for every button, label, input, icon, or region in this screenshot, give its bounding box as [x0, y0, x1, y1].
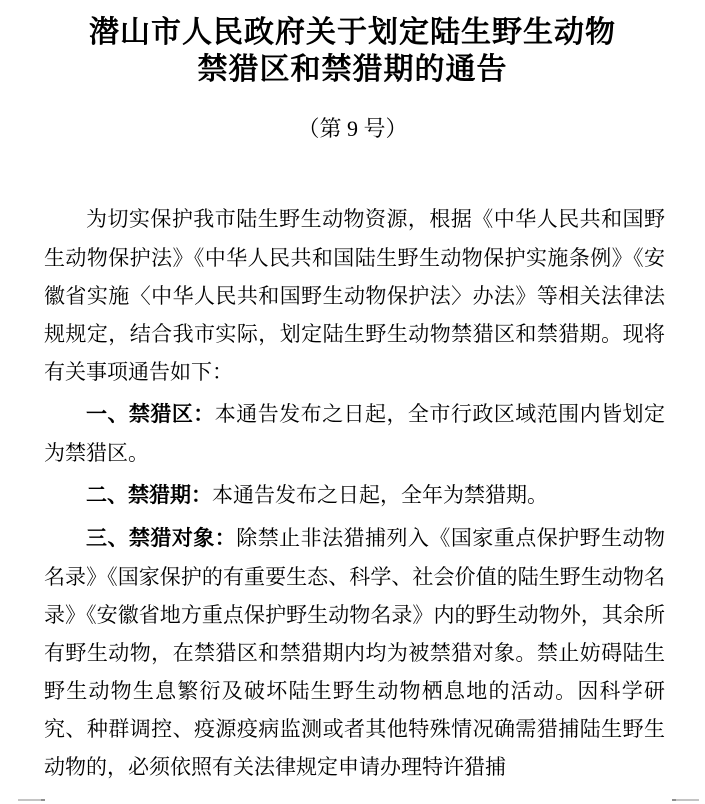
paragraph-section-2-text: 本通告发布之日起，全年为禁猎期。: [212, 483, 548, 507]
paragraph-section-3-lead: 三、禁猎对象：: [86, 527, 237, 550]
paragraph-section-2-lead: 二、禁猎期：: [86, 484, 212, 507]
paragraph-section-1-lead: 一、禁猎区：: [86, 403, 215, 426]
paragraph-section-1-hunting-ban-area: [44, 395, 665, 472]
page-edge-mark-left-tip: [41, 799, 45, 801]
document-title: [0, 0, 705, 88]
page-edge-mark-right-tip: [672, 799, 676, 801]
page-edge-mark-left: [18, 799, 45, 801]
document-title-line2: 禁猎区和禁猎期的通告: [197, 53, 508, 86]
issue-number: （第 9 号）: [297, 116, 408, 141]
paragraph-section-1-text: 本通告发布之日起，全市行政区域范围内皆划定为禁猎区。: [44, 402, 666, 465]
page-edge-mark-right: [672, 799, 699, 801]
paragraph-section-3-hunting-ban-targets: [44, 519, 665, 786]
document-title-line1: 潜山市人民政府关于划定陆生野生动物: [89, 16, 616, 49]
paragraph-intro-text: 为切实保护我市陆生野生动物资源，根据《中华人民共和国野生动物保护法》《中华人民共和国陆生野生动物保护实施条例》《安徽省实施〈中华人民共和国野生动物保护法〉办法》等相关法律法规规定，结合我市实际，划定陆生野生动物禁猎区和禁猎期。现将有关事项通告如下：: [44, 207, 665, 384]
paragraph-section-2-hunting-ban-period: [44, 476, 665, 515]
paragraph-section-3-text: 除禁止非法猎捕列入《国家重点保护野生动物名录》《国家保护的有重要生态、科学、社会价值的陆生野生动物名录》《安徽省地方重点保护野生动物名录》内的野生动物外，其余所有野生动物，在禁猎区和禁猎期内均为被禁猎对象。禁止妨碍陆生野生动物生息繁衍及破坏陆生野生动物栖息地的活动。因科学研究、种群调控、疫源疫病监测或者其他特殊情况确需猎捕陆生野生动物的，必须依照有关法律规定申请办理特许猎捕: [44, 526, 666, 779]
document-body: [44, 200, 665, 786]
paragraph-intro: [44, 200, 665, 391]
